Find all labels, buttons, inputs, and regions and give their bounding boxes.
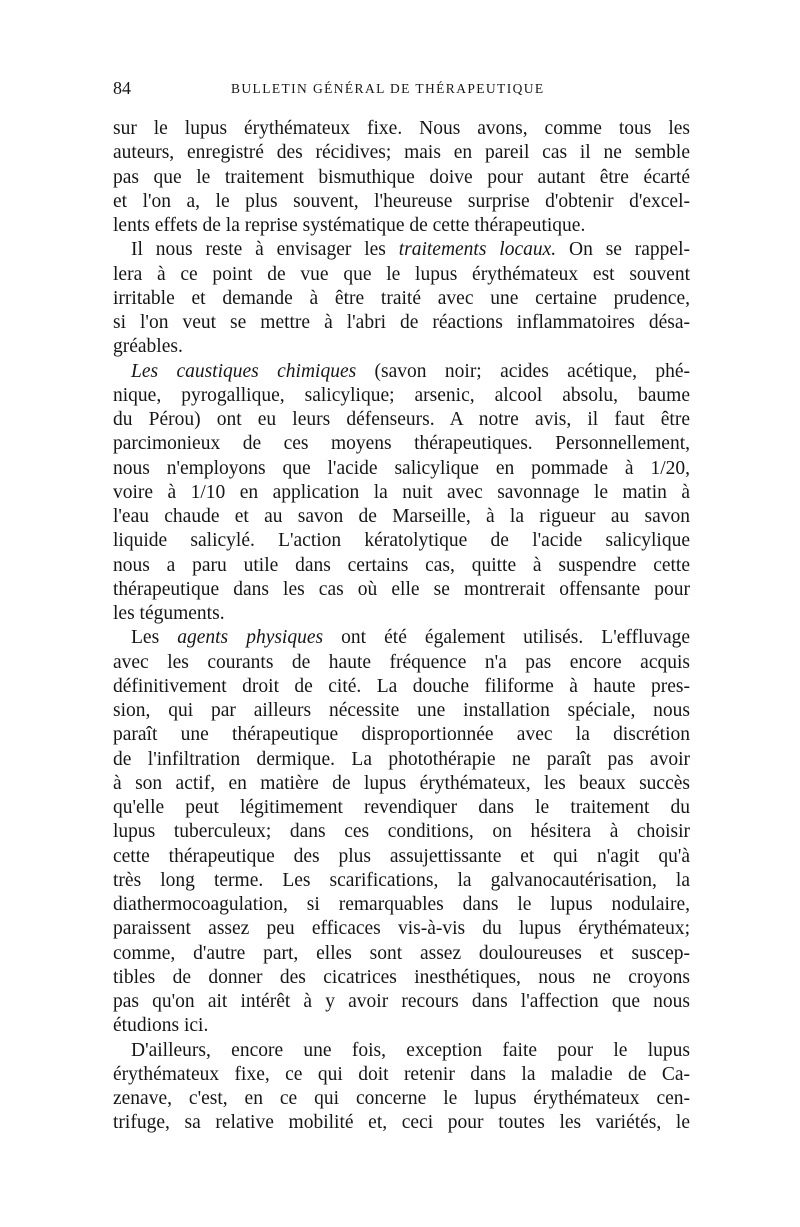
paragraph-4: [113, 626, 690, 1038]
text-run: ont été également utilisés. L'effluvage: [323, 627, 691, 649]
text-line: érythémateux fixe, ce qui doit retenir dans la maladie de Ca-: [113, 1063, 690, 1085]
text-run: Les: [131, 627, 178, 649]
text-line: tibles de donner des cicatrices inesthétiques, nous ne croyons: [113, 966, 690, 988]
text-line: l'eau chaude et au savon de Marseille, à la rigueur au savon: [113, 506, 690, 527]
text-line: cette thérapeutique des plus assujettissante et qui n'agit qu'à: [113, 845, 690, 867]
text-line: qu'elle peut légitimement revendiquer dans le traitement du: [113, 797, 690, 818]
paragraph-3: [113, 360, 690, 627]
text-line: étudions ici.: [113, 1015, 209, 1037]
text-line: [113, 238, 690, 262]
text-line: de l'infiltration dermique. La photothérapie ne paraît pas avoir: [113, 748, 690, 770]
text-line: et l'on a, le plus souvent, l'heureuse surprise d'obtenir d'excel-: [113, 190, 690, 212]
text-line: si l'on veut se mettre à l'abri de réactions inflammatoires désa-: [113, 312, 690, 333]
text-line: comme, d'autre part, elles sont assez douloureuses et suscep-: [113, 942, 690, 964]
paragraph-5: [113, 1039, 690, 1136]
text-run: (savon noir; acides acétique, phé-: [356, 360, 690, 382]
text-line: auteurs, enregistré des récidives; mais en pareil cas il ne semble: [113, 142, 690, 164]
text-line: diathermocoagulation, si remarquables dans le lupus nodulaire,: [113, 894, 690, 915]
paragraph-2: [113, 238, 690, 359]
text-line: paraissent assez peu efficaces vis-à-vis du lupus érythémateux;: [113, 918, 690, 940]
text-line: paraît une thérapeutique disproportionnée avec la discrétion: [113, 724, 690, 746]
text-line: lents effets de la reprise systématique de cette thérapeutique.: [113, 215, 586, 236]
italic-term: Les caustiques chimiques: [131, 360, 357, 382]
text-line: gréables.: [113, 336, 183, 358]
text-line: [113, 626, 690, 650]
text-line: thérapeutique dans les cas où elle se montrerait offensante pour: [113, 578, 690, 600]
text-run: On se rappel-: [556, 239, 691, 261]
text-line: D'ailleurs, encore une fois, exception faite pour le lupus: [131, 1039, 690, 1061]
text-line: liquide salicylé. L'action kératolytique de l'acide salicylique: [113, 530, 690, 552]
page-header: [113, 78, 688, 102]
text-line: à son actif, en matière de lupus érythémateux, les beaux succès: [113, 772, 690, 794]
running-title: BULLETIN GÉNÉRAL DE THÉRAPEUTIQUE: [231, 81, 545, 96]
text-run: Il nous reste à envisager les: [131, 239, 399, 261]
text-line: voire à 1/10 en application la nuit avec savonnage le matin à: [113, 481, 690, 503]
text-line: nique, pyrogallique, salicylique; arsenic, alcool absolu, baume: [113, 384, 690, 406]
text-line: zenave, c'est, en ce qui concerne le lupus érythémateux cen-: [113, 1088, 690, 1109]
text-line: les téguments.: [113, 603, 225, 624]
body-text: [113, 117, 690, 1136]
text-line: définitivement droit de cité. La douche filiforme à haute pres-: [113, 675, 690, 697]
paragraph-1: [113, 117, 690, 238]
text-line: avec les courants de haute fréquence n'a pas encore acquis: [113, 651, 690, 673]
text-line: parcimonieux de ces moyens thérapeutiques. Personnellement,: [113, 433, 690, 455]
text-line: trifuge, sa relative mobilité et, ceci pour toutes les variétés, le: [113, 1112, 690, 1134]
text-line: très long terme. Les scarifications, la galvanocautérisation, la: [113, 869, 690, 891]
text-line: sur le lupus érythémateux fixe. Nous avons, comme tous les: [113, 118, 690, 139]
text-line: du Pérou) ont eu leurs défenseurs. A notre avis, il faut être: [113, 409, 690, 430]
text-line: sion, qui par ailleurs nécessite une installation spéciale, nous: [113, 700, 690, 721]
text-line: nous n'employons que l'acide salicylique en pommade à 1/20,: [113, 457, 690, 479]
text-line: lera à ce point de vue que le lupus érythémateux est souvent: [113, 263, 690, 285]
italic-term: traitements locaux.: [398, 239, 557, 261]
italic-term: agents physiques: [177, 627, 324, 649]
text-line: lupus tuberculeux; dans ces conditions, on hésitera à choisir: [113, 821, 690, 843]
text-line: [113, 360, 690, 384]
text-line: nous a paru utile dans certains cas, quitte à suspendre cette: [113, 554, 690, 576]
text-line: pas que le traitement bismuthique doive pour autant être écarté: [113, 166, 690, 188]
text-line: pas qu'on ait intérêt à y avoir recours dans l'affection que nous: [113, 991, 690, 1012]
page-number: 84: [113, 78, 131, 98]
text-line: irritable et demande à être traité avec une certaine prudence,: [113, 287, 690, 309]
